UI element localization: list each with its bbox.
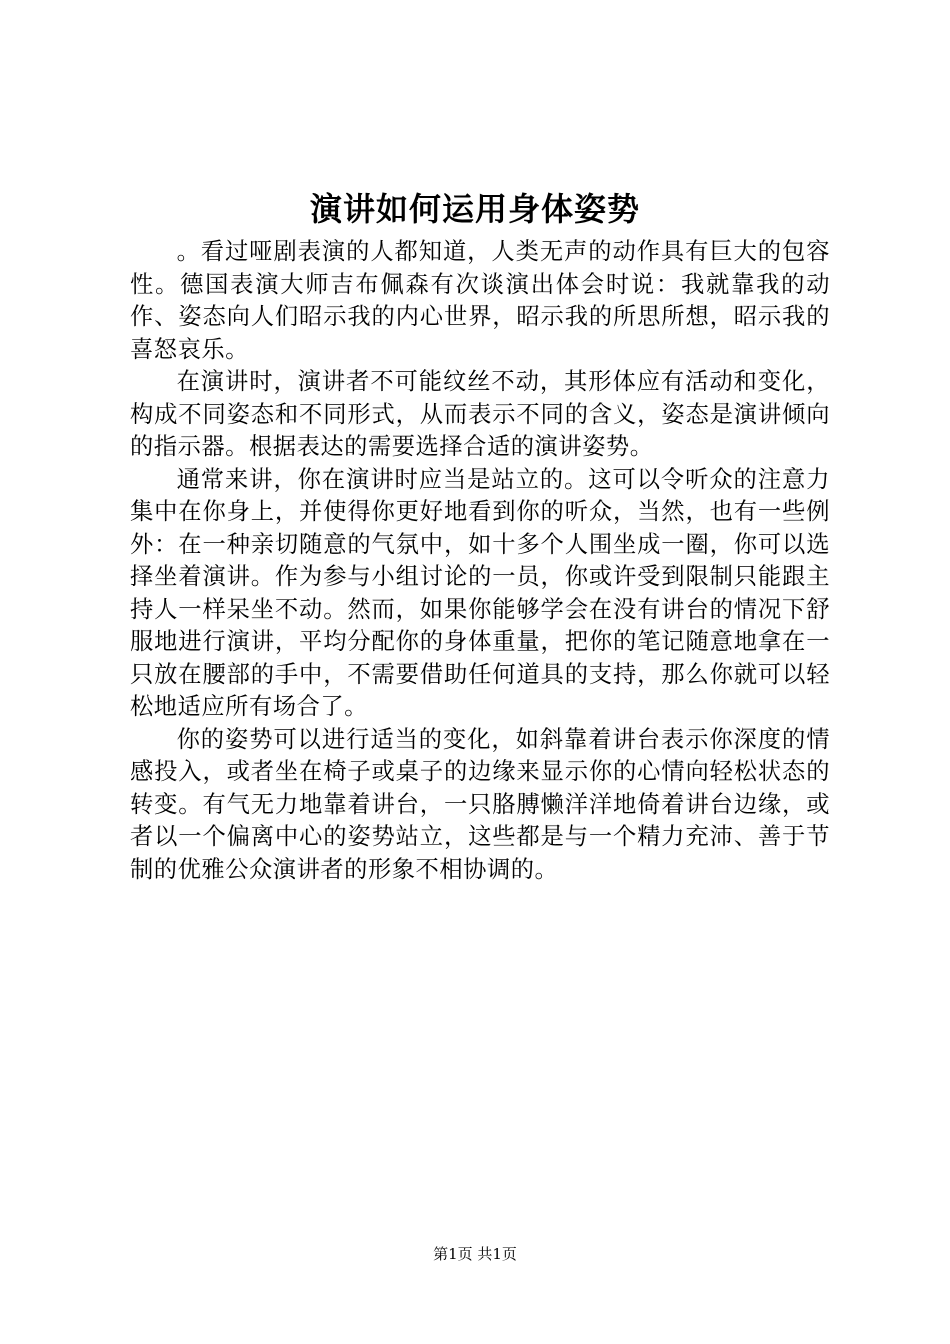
page-number-footer: 第1页 共1页 xyxy=(433,1245,517,1263)
document-body xyxy=(130,236,830,886)
paragraph-1: 。看过哑剧表演的人都知道，人类无声的动作具有巨大的包容性。德国表演大师吉布佩森有次谈演出体会时说：我就靠我的动作、姿态向人们昭示我的内心世界，昭示我的所思所想，昭示我的喜怒哀乐。 xyxy=(130,238,830,363)
paragraph-3: 通常来讲，你在演讲时应当是站立的。这可以令听众的注意力集中在你身上，并使得你更好地看到你的听众，当然，也有一些例外：在一种亲切随意的气氛中，如十多个人围坐成一圈，你可以选择坐着演讲。作为参与小组讨论的一员，你或许受到限制只能跟主持人一样呆坐不动。然而，如果你能够学会在没有讲台的情况下舒服地进行演讲，平均分配你的身体重量，把你的笔记随意地拿在一只放在腰部的手中，不需要借助任何道具的支持，那么你就可以轻松地适应所有场合了。 xyxy=(130,465,830,720)
paragraph-4: 你的姿势可以进行适当的变化，如斜靠着讲台表示你深度的情感投入，或者坐在椅子或桌子的边缘来显示你的心情向轻松状态的转变。有气无力地靠着讲台，一只胳膊懒洋洋地倚着讲台边缘，或者以一个偏离中心的姿势站立，这些都是与一个精力充沛、善于节制的优雅公众演讲者的形象不相协调的。 xyxy=(130,725,830,883)
paragraph-2: 在演讲时，演讲者不可能纹丝不动，其形体应有活动和变化，构成不同姿态和不同形式，从而表示不同的含义，姿态是演讲倾向的指示器。根据表达的需要选择合适的演讲姿势。 xyxy=(130,368,830,460)
page-title: 演讲如何运用身体姿势 xyxy=(309,190,640,228)
